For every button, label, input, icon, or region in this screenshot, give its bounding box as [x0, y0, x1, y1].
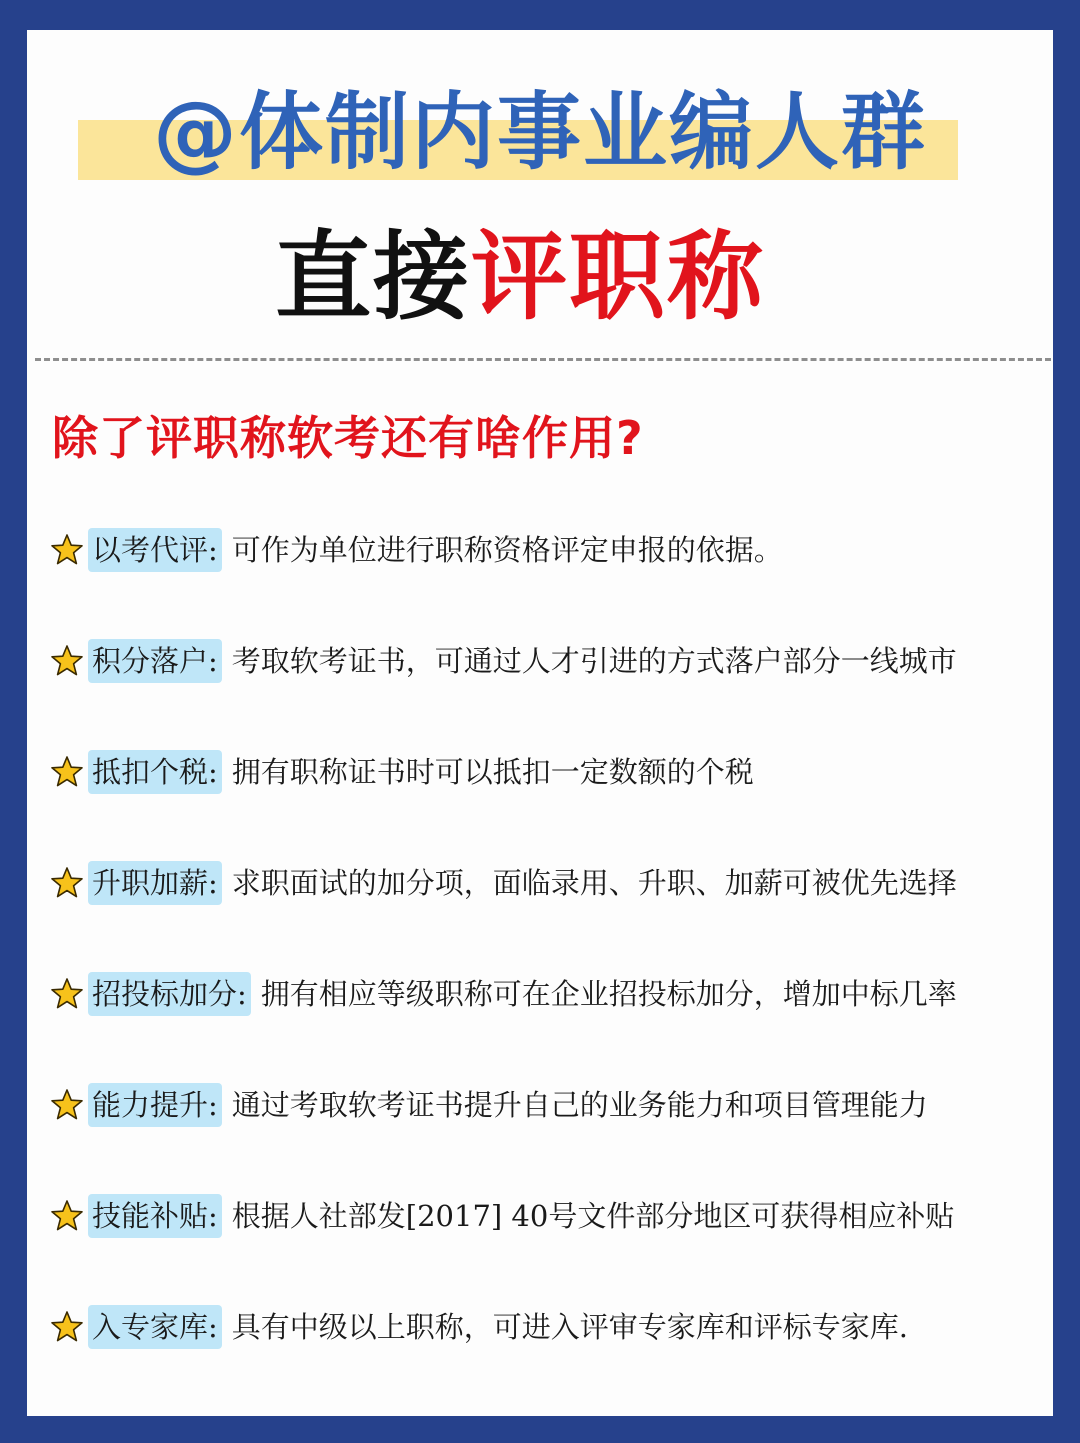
- star-icon: [50, 1310, 84, 1344]
- item-text: 具有中级以上职称，可进入评审专家库和评标专家库.: [231, 1310, 909, 1344]
- headline-black-part: 直接: [275, 221, 471, 333]
- item-text: 求职面试的加分项，面临录用、升职、加薪可被优先选择: [231, 866, 957, 900]
- item-text: 考取软考证书，可通过人才引进的方式落户部分一线城市: [231, 644, 957, 678]
- list-item: [50, 1080, 928, 1130]
- list-item: [50, 858, 957, 908]
- list-item: [50, 1302, 908, 1352]
- item-text: 可作为单位进行职称资格评定申报的依据。: [231, 533, 783, 567]
- item-text: 拥有相应等级职称可在企业招投标加分，增加中标几率: [260, 977, 957, 1011]
- item-label: 能力提升:: [88, 1083, 222, 1127]
- item-label: 招投标加分:: [88, 972, 251, 1016]
- star-icon: [50, 866, 84, 900]
- item-label: 技能补贴:: [88, 1194, 222, 1238]
- item-label: 以考代评:: [88, 528, 222, 572]
- item-text: 根据人社部发[2017] 40号文件部分地区可获得相应补贴: [231, 1199, 955, 1233]
- list-item: [50, 636, 957, 686]
- list-item: [50, 969, 957, 1019]
- item-label: 入专家库:: [88, 1305, 222, 1349]
- item-text: 通过考取软考证书提升自己的业务能力和项目管理能力: [231, 1088, 928, 1122]
- item-label: 积分落户:: [88, 639, 222, 683]
- list-item: [50, 525, 783, 575]
- star-icon: [50, 755, 84, 789]
- star-icon: [50, 1199, 84, 1233]
- section-heading: 除了评职称软考还有啥作用?: [52, 411, 644, 465]
- page-title: @体制内事业编人群: [152, 83, 927, 181]
- list-item: [50, 1191, 954, 1241]
- headline-red-part: 评职称: [471, 221, 765, 333]
- dashed-divider: [35, 358, 1051, 361]
- star-icon: [50, 644, 84, 678]
- page-headline: [0, 222, 1040, 332]
- star-icon: [50, 533, 84, 567]
- item-label: 升职加薪:: [88, 861, 222, 905]
- star-icon: [50, 977, 84, 1011]
- item-text: 拥有职称证书时可以抵扣一定数额的个税: [231, 755, 754, 789]
- item-label: 抵扣个税:: [88, 750, 222, 794]
- star-icon: [50, 1088, 84, 1122]
- list-item: [50, 747, 754, 797]
